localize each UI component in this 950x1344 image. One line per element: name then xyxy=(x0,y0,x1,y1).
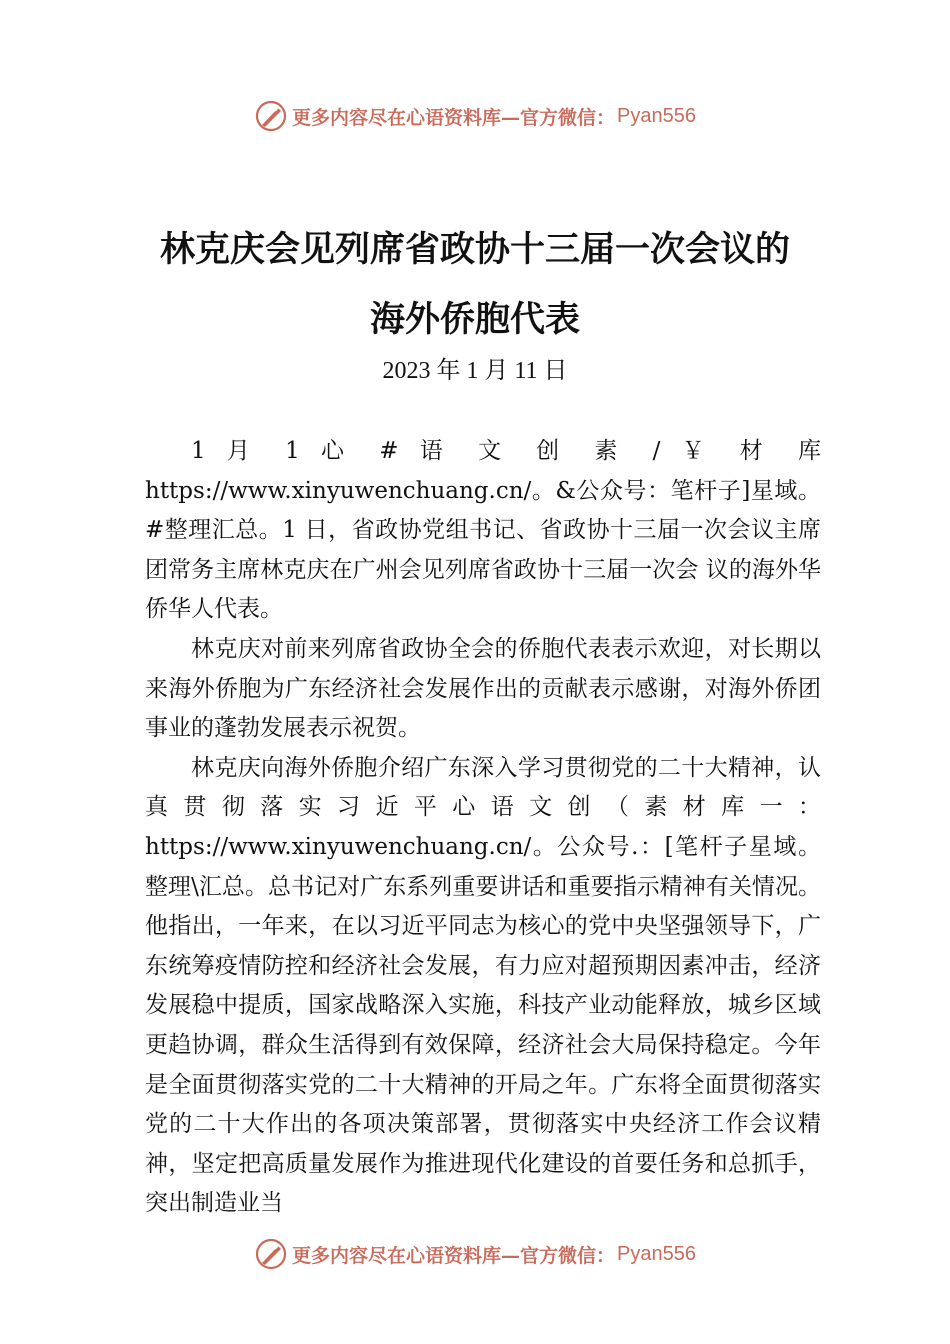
quill-logo-icon xyxy=(254,99,288,133)
document-body xyxy=(145,432,821,1224)
paragraph-1: 1 月 1 心 # 语 文 创 素 / ￥ 材 库 https://www.xinyuwenchuang.cn/。&公众号：笔杆子]星域。#整理汇总。1 日，省政协党组书记、省政协十三届一次会议主席团常务主席林克庆在广州会见列席省政协十三届一次会 议的海外华侨华人代表。 xyxy=(145,438,821,623)
quill-logo-icon xyxy=(254,1237,288,1271)
document-title-line2: 海外侨胞代表 xyxy=(369,299,580,340)
paragraph-2: 林克庆对前来列席省政协全会的侨胞代表表示欢迎，对长期以来海外侨胞为广东经济社会发展作出的贡献表示感谢，对海外侨团事业的蓬勃发展表示祝贺。 xyxy=(145,635,821,742)
watermark-text: 更多内容尽在心语资料库—官方微信： xyxy=(292,1244,616,1267)
watermark-wechat-id: Pyan556 xyxy=(617,1242,696,1265)
watermark-text: 更多内容尽在心语资料库—官方微信： xyxy=(292,106,616,129)
document-date: 2023 年 1 月 11 日 xyxy=(382,358,568,384)
paragraph-3: 林克庆向海外侨胞介绍广东深入学习贯彻党的二十大精神，认真贯彻落实习近平心语文创（素材库一：https://www.xinyuwenchuang.cn/。公众号.：[笔杆子星域。整理\汇总。总书记对广东系列重要讲话和重要指示精神有关情况。他指出，一年来，在以习近平同志为核心的党中央坚强领导下，广东统筹疫情防控和经济社会发展，有力应对超预期因素冲击，经济发展稳中提质，国家战略深入实施，科技产业动能释放，城乡区域更趋协调，群众生活得到有效保障，经济社会大局保持稳定。今年是全面贯彻落实党的二十大精神的开局之年。广东将全面贯彻落实党的二十大作出的各项决策部署，贯彻落实中央经济工作会议精神，坚定把高质量发展作为推进现代化建设的首要任务和总抓手，突出制造业当 xyxy=(145,754,821,1217)
watermark-banner-bottom xyxy=(0,1234,950,1274)
watermark-wechat-id: Pyan556 xyxy=(617,104,696,127)
watermark-banner-top xyxy=(0,96,950,136)
document-title-line1: 林克庆会见列席省政协十三届一次会议的 xyxy=(159,229,790,270)
